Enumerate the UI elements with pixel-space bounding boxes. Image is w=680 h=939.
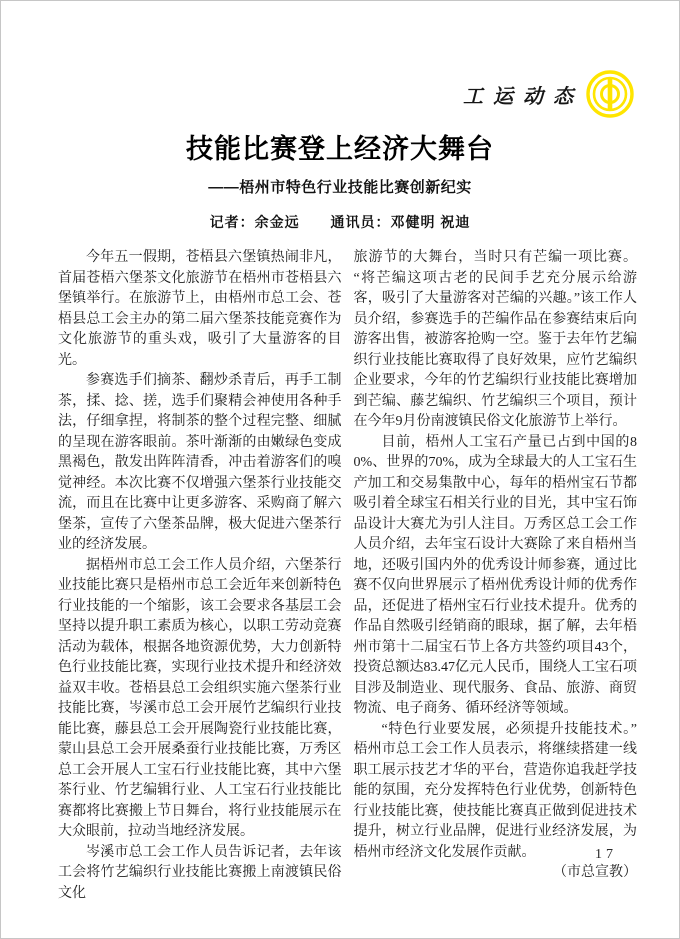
article-title: 技能比赛登上经济大舞台 [186,134,494,164]
left-column [58,248,342,904]
trade-union-logo-icon [585,69,635,119]
paragraph: 今年五一假期，苍梧县六堡镇热闹非凡，首届苍梧六堡茶文化旅游节在梧州市苍梧县六堡镇举行。在旅游节上，由梧州市总工会、苍梧县总工会主办的第二届六堡茶技能竞赛作为文化旅游节的重头戏，吸引了大量游客的目光。 [58,250,342,368]
right-column [354,248,638,904]
page-number: 17 [595,847,617,862]
article-signature: （市总宣教） [553,865,637,880]
masthead-title: 工运动态 [463,83,583,108]
paragraph [353,720,638,880]
paragraph-text: “特色行业要发展，必须提升技能技术。”梧州市总工会工作人员表示，将继续搭建一线职工展示技艺才华的平台，营造你追我赶学技能的氛围，充分发挥特色行业优势，创新特色行业技能比赛，使技能比赛真正做到促进技术提升，树立行业品牌，促进行业经济发展，为梧州市经济文化发展作贡献。 [353,721,637,860]
paragraph-continuation: 旅游节的大舞台，当时只有芒编一项比赛。“将芒编这项古老的民间手艺充分展示给游客，吸引了大量游客对芒编的兴趣。”该工作人员介绍，参赛选手的芒编作品在参赛结束后向游客出售，被游客抢购一空。鉴于去年竹艺编织行业技能比赛取得了良好效果，应竹艺编织企业要求，今年的竹艺编织行业技能比赛增加到芒编、藤艺编织、竹艺编织三个项目，预计在今年9月份南渡镇民俗文化旅游节上举行。 [353,250,637,429]
paragraph: 据梧州市总工会工作人员介绍，六堡茶行业技能比赛只是梧州市总工会近年来创新特色行业技能的一个缩影，该工会要求各基层工会坚持以提升职工素质为核心，以职工劳动竞赛活动为载体，根据各地资源优势，大力创新特色行业技能比赛，实现行业技术提升和经济效益双丰收。苍梧县总工会组织实施六堡茶行业技能比赛，岑溪市总工会开展竹艺编织行业技能比赛，藤县总工会开展陶瓷行业技能比赛，蒙山县总工会开展桑蚕行业技能比赛，万秀区总工会开展人工宝石行业技能比赛，其中六堡茶行业、竹艺编辑行业、人工宝石行业技能比赛都将比赛搬上节日舞台，将行业技能展示在大众眼前，拉动当地经济发展。 [58,557,342,839]
byline [1,212,679,232]
masthead [463,69,635,119]
article-subtitle: ——梧州市特色行业技能比赛创新纪实 [208,179,472,196]
article-body [58,248,637,904]
paragraph: 目前，梧州人工宝石产量已占到中国的80%、世界的70%，成为全球最大的人工宝石生产加工和交易集散中心，每年的梧州宝石节都吸引着全球宝石相关行业的目光，其中宝石饰品设计大赛尤为引人注目。万秀区总工会工作人员介绍，去年宝石设计大赛除了来自梧州当地，还吸引国内外的优秀设计师参赛，通过比赛不仅向世界展示了梧州优秀设计师的优秀作品，还促进了梧州宝石行业技术提升。优秀的作品自然吸引经销商的眼球，据了解，去年梧州市第十二届宝石节上各方共签约项目43个，投资总额达83.47亿元人民币，围绕人工宝石项目涉及制造业、现代服务、食品、旅游、商贸物流、电子商务、循环经济等领域。 [353,434,637,716]
paragraph: 参赛选手们摘茶、翻炒杀青后，再手工制茶，揉、捻、搓，选手们聚精会神使用各种手法，仔细拿捏，将制茶的整个过程完整、细腻的呈现在游客眼前。茶叶渐渐的由嫩绿色变成黑褐色，散发出阵阵清香，冲击着游客们的嗅觉神经。本次比赛不仅增强六堡茶行业技能交流，而且在比赛中让更多游客、采购商了解六堡茶，宣传了六堡茶品牌，极大促进六堡茶行业的经济发展。 [58,373,342,552]
paragraph: 岑溪市总工会工作人员告诉记者，去年该工会将竹艺编织行业技能比赛搬上南渡镇民俗文化 [58,844,342,901]
byline-reporter: 记者：余金远 [209,214,300,230]
byline-correspondent: 通讯员：邓健明 祝迪 [330,214,471,230]
